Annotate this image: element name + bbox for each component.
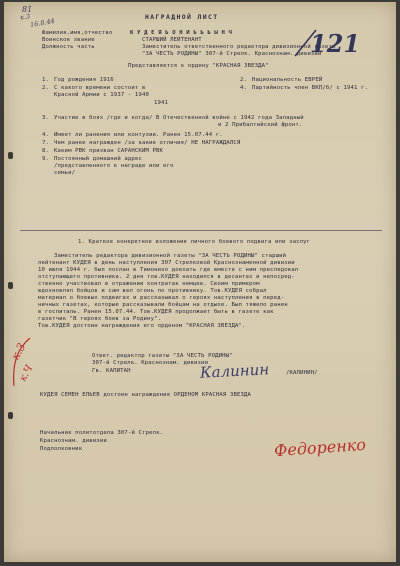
field-value: СТАРШИЙ ЛЕЙТЕНАНТ [142, 37, 202, 43]
handwritten-date: 16.8.44 [29, 16, 56, 30]
field-value: Заместитель ответственного редактора дивизионной газеты [142, 44, 336, 50]
field-label: Воинское звание [42, 37, 95, 43]
item-text: Год рождения 1916 [54, 77, 114, 83]
section-divider [20, 230, 382, 231]
item-text: Партийность член ВКП/б/ с 1941 г. [252, 85, 369, 91]
narrative-line: отступающего противника. 2 дня тов.КУДЕЯ находился в десантах и непосред- [38, 274, 295, 280]
item-number: 8. [42, 148, 50, 154]
item-text: Постоянный домашний адрес [54, 156, 142, 162]
narrative-line: ничных газетах, которые рассказывали бойцам на отдыхе. Был тяжело ранен [38, 302, 288, 308]
signatory-title: 307-й Стрелк. Краснознам. дивизии [92, 360, 209, 366]
binding-hole [8, 282, 13, 289]
section-heading: 1. Краткое конкретное изложение личного боевого подвига или заслуг [78, 239, 311, 245]
nomination-line: Представляется к ордену "КРАСНАЯ ЗВЕЗДА" [128, 63, 269, 69]
signatory-title: Краснознам. дивизии [40, 438, 107, 444]
signatory-title: Ответ. редактор газеты "ЗА ЧЕСТЬ РОДИНЫ" [92, 353, 233, 359]
item-number: 1. [42, 77, 50, 83]
narrative-line: материал о боевых подвигах и рассказывал о героях наступления в перед- [38, 295, 285, 301]
item-number: 3. [42, 115, 50, 121]
item-text: Каким РВК призван САРАНСКИМ РВК [54, 148, 164, 154]
item-text: Красной Армии с 1937 - 1940 [54, 92, 149, 98]
field-value: "ЗА ЧЕСТЬ РОДИНЫ" 307-й Стрелк. Краснознам. дивизии [142, 51, 322, 57]
award-line: КУДЕЯ СЕМЕН ЕЛЬЕВ достоин награждения ОРДЕНОМ КРАСНАЯ ЗВЕЗДА [40, 392, 252, 398]
item-text: Национальность ЕВРЕЙ [252, 77, 323, 83]
binding-hole [8, 152, 13, 159]
item-text: Чем ранее награжден /за какие отличия/ НЕ НАГРАЖДАЛСЯ [54, 140, 241, 146]
narrative-line: вдохновлял бойцов и сам вел огонь по противнику. Тов.КУДЕЯ собрал [38, 288, 267, 294]
item-text: семьи/ [54, 170, 76, 176]
signatory-rank: Гв. КАПИТАН [92, 368, 131, 374]
signatory-name: /КАЛИНИН/ [286, 370, 318, 376]
narrative-line: Тов.КУДЕЯ достоин награждения его орденом "КРАСНАЯ ЗВЕЗДА". [38, 323, 246, 329]
handwritten-number: 81 [22, 5, 33, 14]
item-number: 2. [240, 77, 248, 83]
item-number: 2. [42, 85, 50, 91]
narrative-line: ственно участвовал в отражении контратак немцев. Своим примером [38, 281, 260, 287]
field-label: Фамилия,имя,отчество [42, 30, 113, 36]
narrative-line: 10 июля 1944 г. был послан в Тимонизо доехать где вместе с ним преследовал [38, 267, 299, 273]
binding-hole [8, 412, 13, 419]
field-label: Должность часть [42, 44, 95, 50]
signatory-rank: Подполковник [40, 446, 83, 452]
signatory-title: Начальник политотдела 307-й Стрелк. [40, 430, 164, 436]
item-number: 4. [240, 85, 248, 91]
narrative-paragraph [38, 253, 298, 330]
red-pencil-mark [6, 334, 36, 394]
red-handwritten-signature: Федоренко [273, 434, 367, 461]
narrative-line: лейтенант КУДЕЯ в день наступления 307 Стрелковой Краснознаменной дивизии [38, 260, 295, 266]
item-number: 7. [42, 140, 50, 146]
narrative-line: в госпиталь. Ранен 15.07.44. Тов.КУДЕЯ продолжает быть в газете как [38, 309, 274, 315]
archive-number: 121 [310, 29, 361, 58]
item-number: 9. [42, 156, 50, 162]
item-text: /представленного к награде или его [54, 163, 174, 169]
handwritten-mark: к.3 [19, 12, 31, 22]
item-text: 1941 [154, 100, 169, 106]
item-text: Участие в боях /где и когда/ В Отечественной войне с 1942 года Западный [54, 115, 304, 121]
red-margin-note: к.Ч [17, 363, 36, 384]
red-margin-note: к.3 [8, 340, 29, 363]
item-text: и 2 Прибалтийский фронт. [218, 122, 303, 128]
narrative-line: Заместитель редактора дивизионной газеты "ЗА ЧЕСТЬ РОДИНЫ" старший [54, 253, 287, 259]
paper-sheet [4, 2, 396, 562]
item-text: Имеет ли ранения или контузии. Ранен 15.07.44 г. [54, 132, 223, 138]
page-title: НАГРАДНОЙ ЛИСТ [145, 13, 219, 21]
item-number: 4. [42, 132, 50, 138]
narrative-line: газетчик "В героях боев за Родину". [38, 316, 162, 322]
handwritten-signature: Калинин [199, 360, 270, 382]
item-text: С какого времени состоит в [54, 85, 146, 91]
field-value: К У Д Е Я Ь О Н И Ь Ь Ь Ы Н Ч [130, 30, 233, 36]
